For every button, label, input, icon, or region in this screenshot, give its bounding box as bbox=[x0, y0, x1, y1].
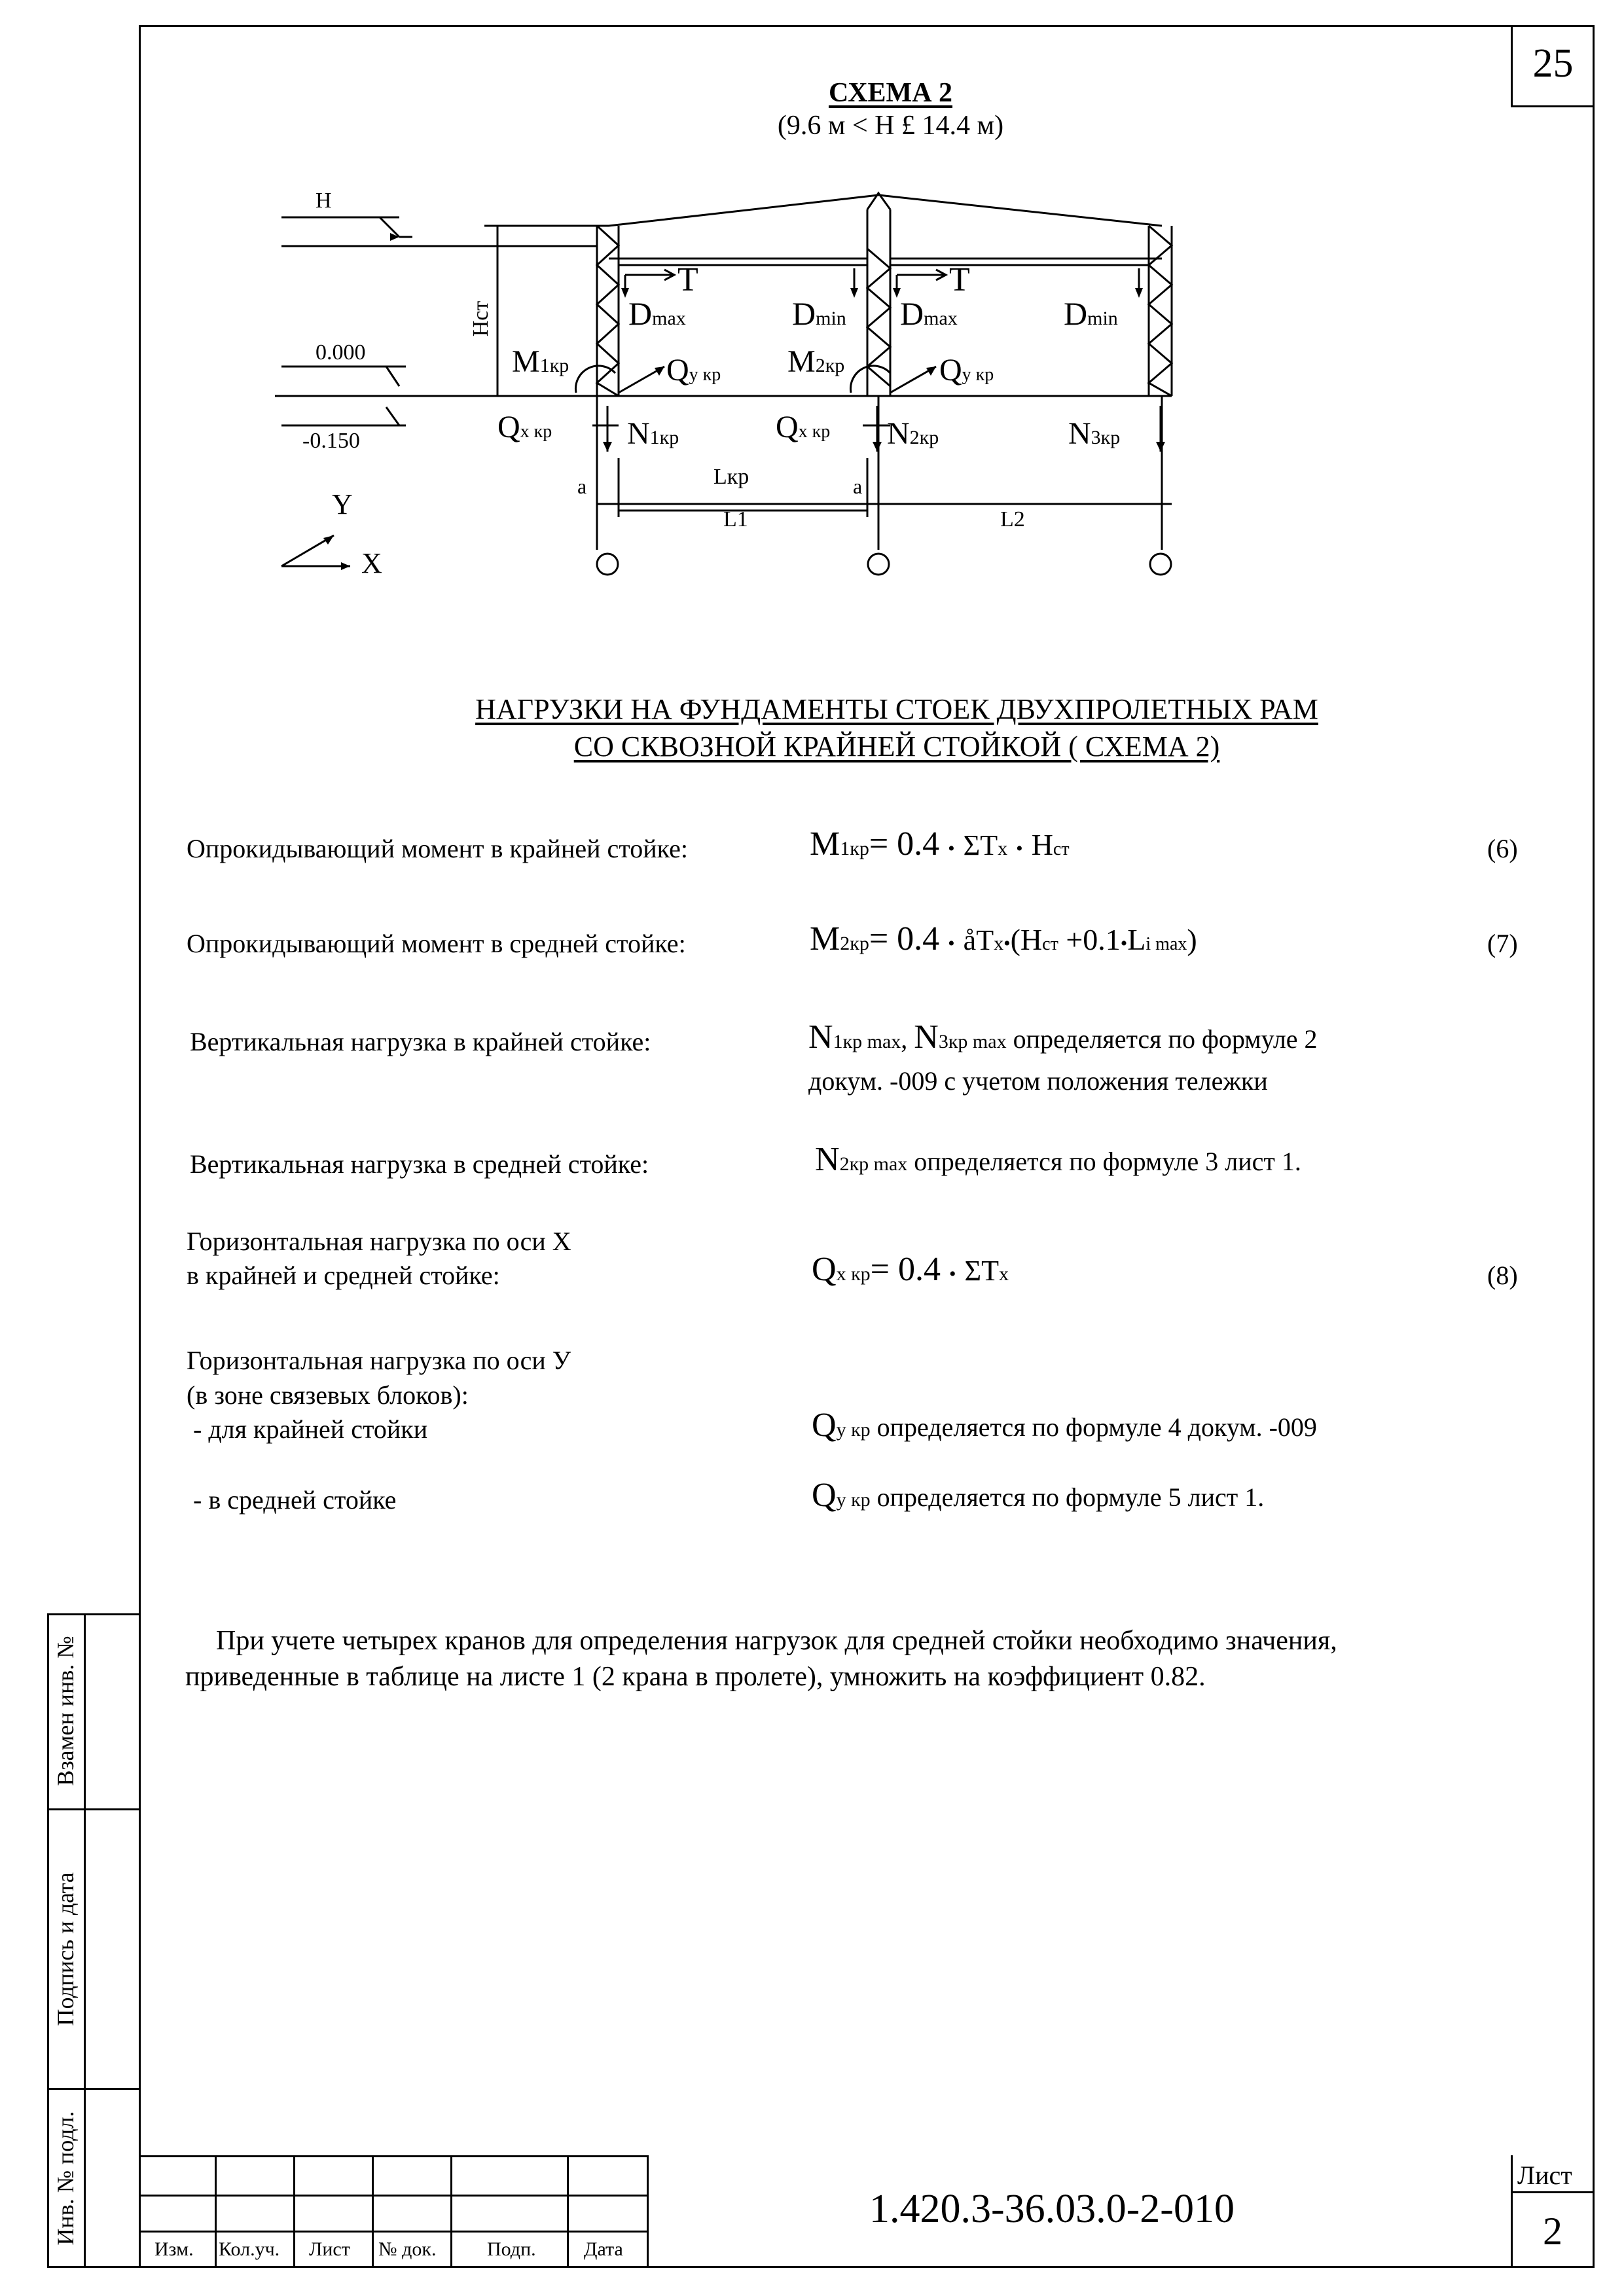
q-sub: y кр bbox=[836, 1419, 871, 1441]
row3-text bbox=[808, 1018, 1318, 1056]
label-axis-X: X bbox=[361, 547, 382, 579]
stamp-podpis: Подпись и дата bbox=[52, 1872, 79, 2026]
row3-text2: докум. -009 с учетом положения тележки bbox=[808, 1066, 1268, 1096]
text: определяется по формуле 5 лист 1. bbox=[870, 1482, 1265, 1512]
stamp-inv: Инв. № подл. bbox=[52, 2111, 79, 2246]
tb-col4 bbox=[450, 2155, 452, 2268]
d-sub-min: min bbox=[816, 308, 846, 329]
label-N2kp bbox=[887, 416, 939, 452]
label-Qx-left bbox=[497, 409, 552, 445]
q-sub-y: y кр bbox=[689, 365, 721, 385]
d-letter: D bbox=[792, 295, 816, 332]
row6-label4: - в средней стойке bbox=[193, 1485, 397, 1515]
row5-formula bbox=[812, 1250, 1009, 1289]
d-letter: D bbox=[1064, 295, 1088, 332]
f-sum: åT bbox=[963, 924, 994, 956]
f-H: H bbox=[1031, 828, 1053, 861]
n-letter: N bbox=[815, 1141, 840, 1178]
label-N3kp bbox=[1068, 416, 1120, 452]
f-sub: 1кр bbox=[840, 838, 869, 859]
f-plus: +0.1 bbox=[1058, 923, 1121, 956]
n-letter: N bbox=[627, 416, 650, 451]
row5-label1: Горизонтальная нагрузка по оси X bbox=[187, 1227, 571, 1256]
f-dot: • bbox=[948, 1263, 956, 1285]
d-letter: D bbox=[628, 295, 653, 332]
label-Dmax-left bbox=[628, 295, 686, 332]
q-sub-y: y кр bbox=[962, 365, 994, 385]
row1-label: Опрокидывающий момент в крайней стойке: bbox=[187, 834, 688, 863]
tb-right-border bbox=[647, 2155, 649, 2268]
rest: = 0.4 bbox=[870, 1251, 949, 1288]
section-title-line2: СО СКВОЗНОЙ КРАЙНЕЙ СТОЙКОЙ ( СХЕМА 2) bbox=[573, 730, 1220, 762]
f-rest: = 0.4 bbox=[869, 825, 948, 863]
label-Hst: Нст bbox=[469, 300, 493, 337]
tb-sheet-mid bbox=[1511, 2191, 1595, 2193]
f-close: ) bbox=[1187, 923, 1197, 956]
f-st: ст bbox=[1042, 934, 1058, 954]
n-sub3: 3кр max bbox=[938, 1031, 1007, 1052]
row5-eqnum: (8) bbox=[1487, 1261, 1518, 1290]
f-dot: • bbox=[948, 838, 955, 859]
f-dot2: • bbox=[1016, 838, 1023, 859]
n-sub2: 2кр max bbox=[839, 1153, 908, 1175]
label-M1kp bbox=[512, 344, 569, 380]
label-N1kp bbox=[627, 416, 679, 452]
side-strip-left bbox=[47, 1613, 49, 2268]
text: определяется по формуле 4 докум. -009 bbox=[870, 1412, 1317, 1442]
scheme-title: СХЕМА 2 bbox=[828, 78, 953, 108]
label-a-right: a bbox=[853, 475, 863, 498]
label-L2: L2 bbox=[1000, 507, 1025, 531]
row2-label: Опрокидывающий момент в средней стойке: bbox=[187, 929, 686, 958]
sheet-number: 2 bbox=[1543, 2210, 1562, 2253]
n-sub-2: 2кр bbox=[909, 427, 939, 448]
n-sub-1: 1кр bbox=[649, 427, 679, 448]
row1-eqnum: (6) bbox=[1487, 834, 1518, 863]
row4-label: Вертикальная нагрузка в средней стойке: bbox=[190, 1149, 649, 1179]
tb-col1 bbox=[215, 2155, 217, 2268]
label-level-zero: 0.000 bbox=[316, 340, 366, 365]
m-letter: M bbox=[512, 344, 540, 379]
d-sub-min: min bbox=[1087, 308, 1118, 329]
f-x: x bbox=[994, 933, 1004, 954]
q-letter: Q bbox=[812, 1251, 837, 1288]
f-M: M bbox=[810, 920, 840, 958]
label-level-minus: -0.150 bbox=[302, 429, 360, 453]
tb-col-data: Дата bbox=[584, 2238, 623, 2260]
m-sub-2: 2кр bbox=[815, 355, 845, 376]
label-a-left: a bbox=[577, 475, 587, 498]
label-Dmax-right bbox=[900, 295, 958, 332]
f-dot: • bbox=[948, 933, 955, 954]
f-dot2: • bbox=[1003, 933, 1011, 954]
side-strip-top bbox=[47, 1613, 141, 1615]
tb-col-kolvo: Кол.уч. bbox=[219, 2238, 280, 2260]
f-sub: 2кр bbox=[840, 933, 869, 954]
row4-text bbox=[815, 1140, 1301, 1179]
side-strip-mid bbox=[84, 1613, 86, 2268]
label-Lkp: Lкр bbox=[713, 465, 749, 489]
n-sub-3: 3кр bbox=[1091, 427, 1121, 448]
f-x: x bbox=[998, 838, 1008, 859]
tb-col-izm: Изм. bbox=[154, 2238, 194, 2260]
f-L: L bbox=[1127, 923, 1146, 956]
label-Dmin-right bbox=[1064, 295, 1118, 332]
row6-text-b bbox=[812, 1476, 1264, 1515]
q-letter: Q bbox=[497, 410, 520, 444]
page-number: 25 bbox=[1532, 41, 1574, 86]
f-open: (H bbox=[1010, 923, 1043, 956]
tb-col5 bbox=[567, 2155, 569, 2268]
x: x bbox=[998, 1263, 1009, 1285]
tb-col3 bbox=[372, 2155, 374, 2268]
q-sub-x: x кр bbox=[520, 422, 552, 442]
f-st: ст bbox=[1053, 839, 1070, 859]
stamp-vzamen: Взамен инв. № bbox=[52, 1636, 79, 1786]
n-sub1: 1кр max bbox=[833, 1031, 901, 1052]
d-sub-max: max bbox=[924, 308, 958, 329]
row2-formula bbox=[810, 920, 1197, 958]
q-letter: Q bbox=[812, 1407, 837, 1444]
side-strip-sep1 bbox=[47, 1808, 141, 1810]
comma: , bbox=[901, 1024, 914, 1054]
note-line1: При учете четырех кранов для определения нагрузок для средней стойки необходимо значения, bbox=[216, 1626, 1337, 1656]
label-H: H bbox=[316, 188, 332, 213]
q-letter: Q bbox=[812, 1477, 837, 1514]
row1-formula bbox=[810, 825, 1070, 863]
f-dot3: • bbox=[1120, 933, 1128, 954]
doc-code: 1.420.3-36.03.0-2-010 bbox=[869, 2187, 1235, 2231]
sheet-label: Лист bbox=[1517, 2161, 1572, 2190]
tb-col-list: Лист bbox=[309, 2238, 350, 2260]
tb-col2 bbox=[293, 2155, 295, 2268]
f-imax: i max bbox=[1146, 934, 1187, 954]
q-letter: Q bbox=[939, 353, 962, 387]
row2-eqnum: (7) bbox=[1487, 929, 1518, 958]
label-Dmin-left bbox=[792, 295, 846, 332]
label-T-left: T bbox=[677, 261, 698, 298]
scheme-range: (9.6 м < H £ 14.4 м) bbox=[777, 111, 1004, 141]
f-rest: = 0.4 bbox=[869, 920, 948, 958]
text1: определяется по формуле 2 bbox=[1006, 1024, 1318, 1054]
label-Qy-left bbox=[666, 352, 721, 388]
row3-label: Вертикальная нагрузка в крайней стойке: bbox=[190, 1027, 651, 1056]
label-axis-Y: Y bbox=[332, 488, 353, 520]
note-line2: приведенные в таблице на листе 1 (2 крана в пролете), умножить на коэффициент 0.82. bbox=[185, 1662, 1206, 1692]
tb-col-doc: № док. bbox=[378, 2238, 437, 2260]
tb-col-podp: Подп. bbox=[487, 2238, 536, 2260]
label-L1: L1 bbox=[723, 507, 748, 531]
label-M2kp bbox=[787, 344, 844, 380]
frame-bottom bbox=[47, 2266, 1595, 2268]
row6-label2: (в зоне связевых блоков): bbox=[187, 1380, 469, 1410]
n-letter: N bbox=[914, 1018, 939, 1056]
n-letter: N bbox=[887, 416, 910, 451]
section-title-line1: НАГРУЗКИ НА ФУНДАМЕНТЫ СТОЕК ДВУХПРОЛЕТНЫХ РАМ bbox=[475, 693, 1318, 725]
label-Qy-right bbox=[939, 352, 994, 388]
q-sub: y кр bbox=[836, 1489, 871, 1511]
n-letter: N bbox=[1068, 416, 1091, 451]
d-sub-max: max bbox=[652, 308, 686, 329]
row6-label1: Горизонтальная нагрузка по оси У bbox=[187, 1346, 571, 1375]
m-sub-1: 1кр bbox=[539, 355, 569, 376]
label-T-right: T bbox=[949, 261, 970, 298]
d-letter: D bbox=[900, 295, 924, 332]
q-sub: x кр bbox=[836, 1263, 871, 1285]
row6-label3: - для крайней стойки bbox=[193, 1414, 428, 1444]
text: определяется по формуле 3 лист 1. bbox=[907, 1147, 1301, 1176]
m-letter: M bbox=[787, 344, 816, 379]
q-letter: Q bbox=[666, 353, 689, 387]
sum: ΣT bbox=[964, 1255, 999, 1287]
q-letter: Q bbox=[776, 410, 799, 444]
row5-label2: в крайней и средней стойке: bbox=[187, 1261, 500, 1290]
q-sub-x: x кр bbox=[798, 422, 831, 442]
side-strip-sep2 bbox=[47, 2088, 141, 2090]
row6-text-a bbox=[812, 1406, 1317, 1444]
label-Qx-mid bbox=[776, 409, 830, 445]
f-sum: ΣT bbox=[963, 829, 998, 861]
n-letter: N bbox=[808, 1018, 833, 1056]
f-M: M bbox=[810, 825, 840, 863]
